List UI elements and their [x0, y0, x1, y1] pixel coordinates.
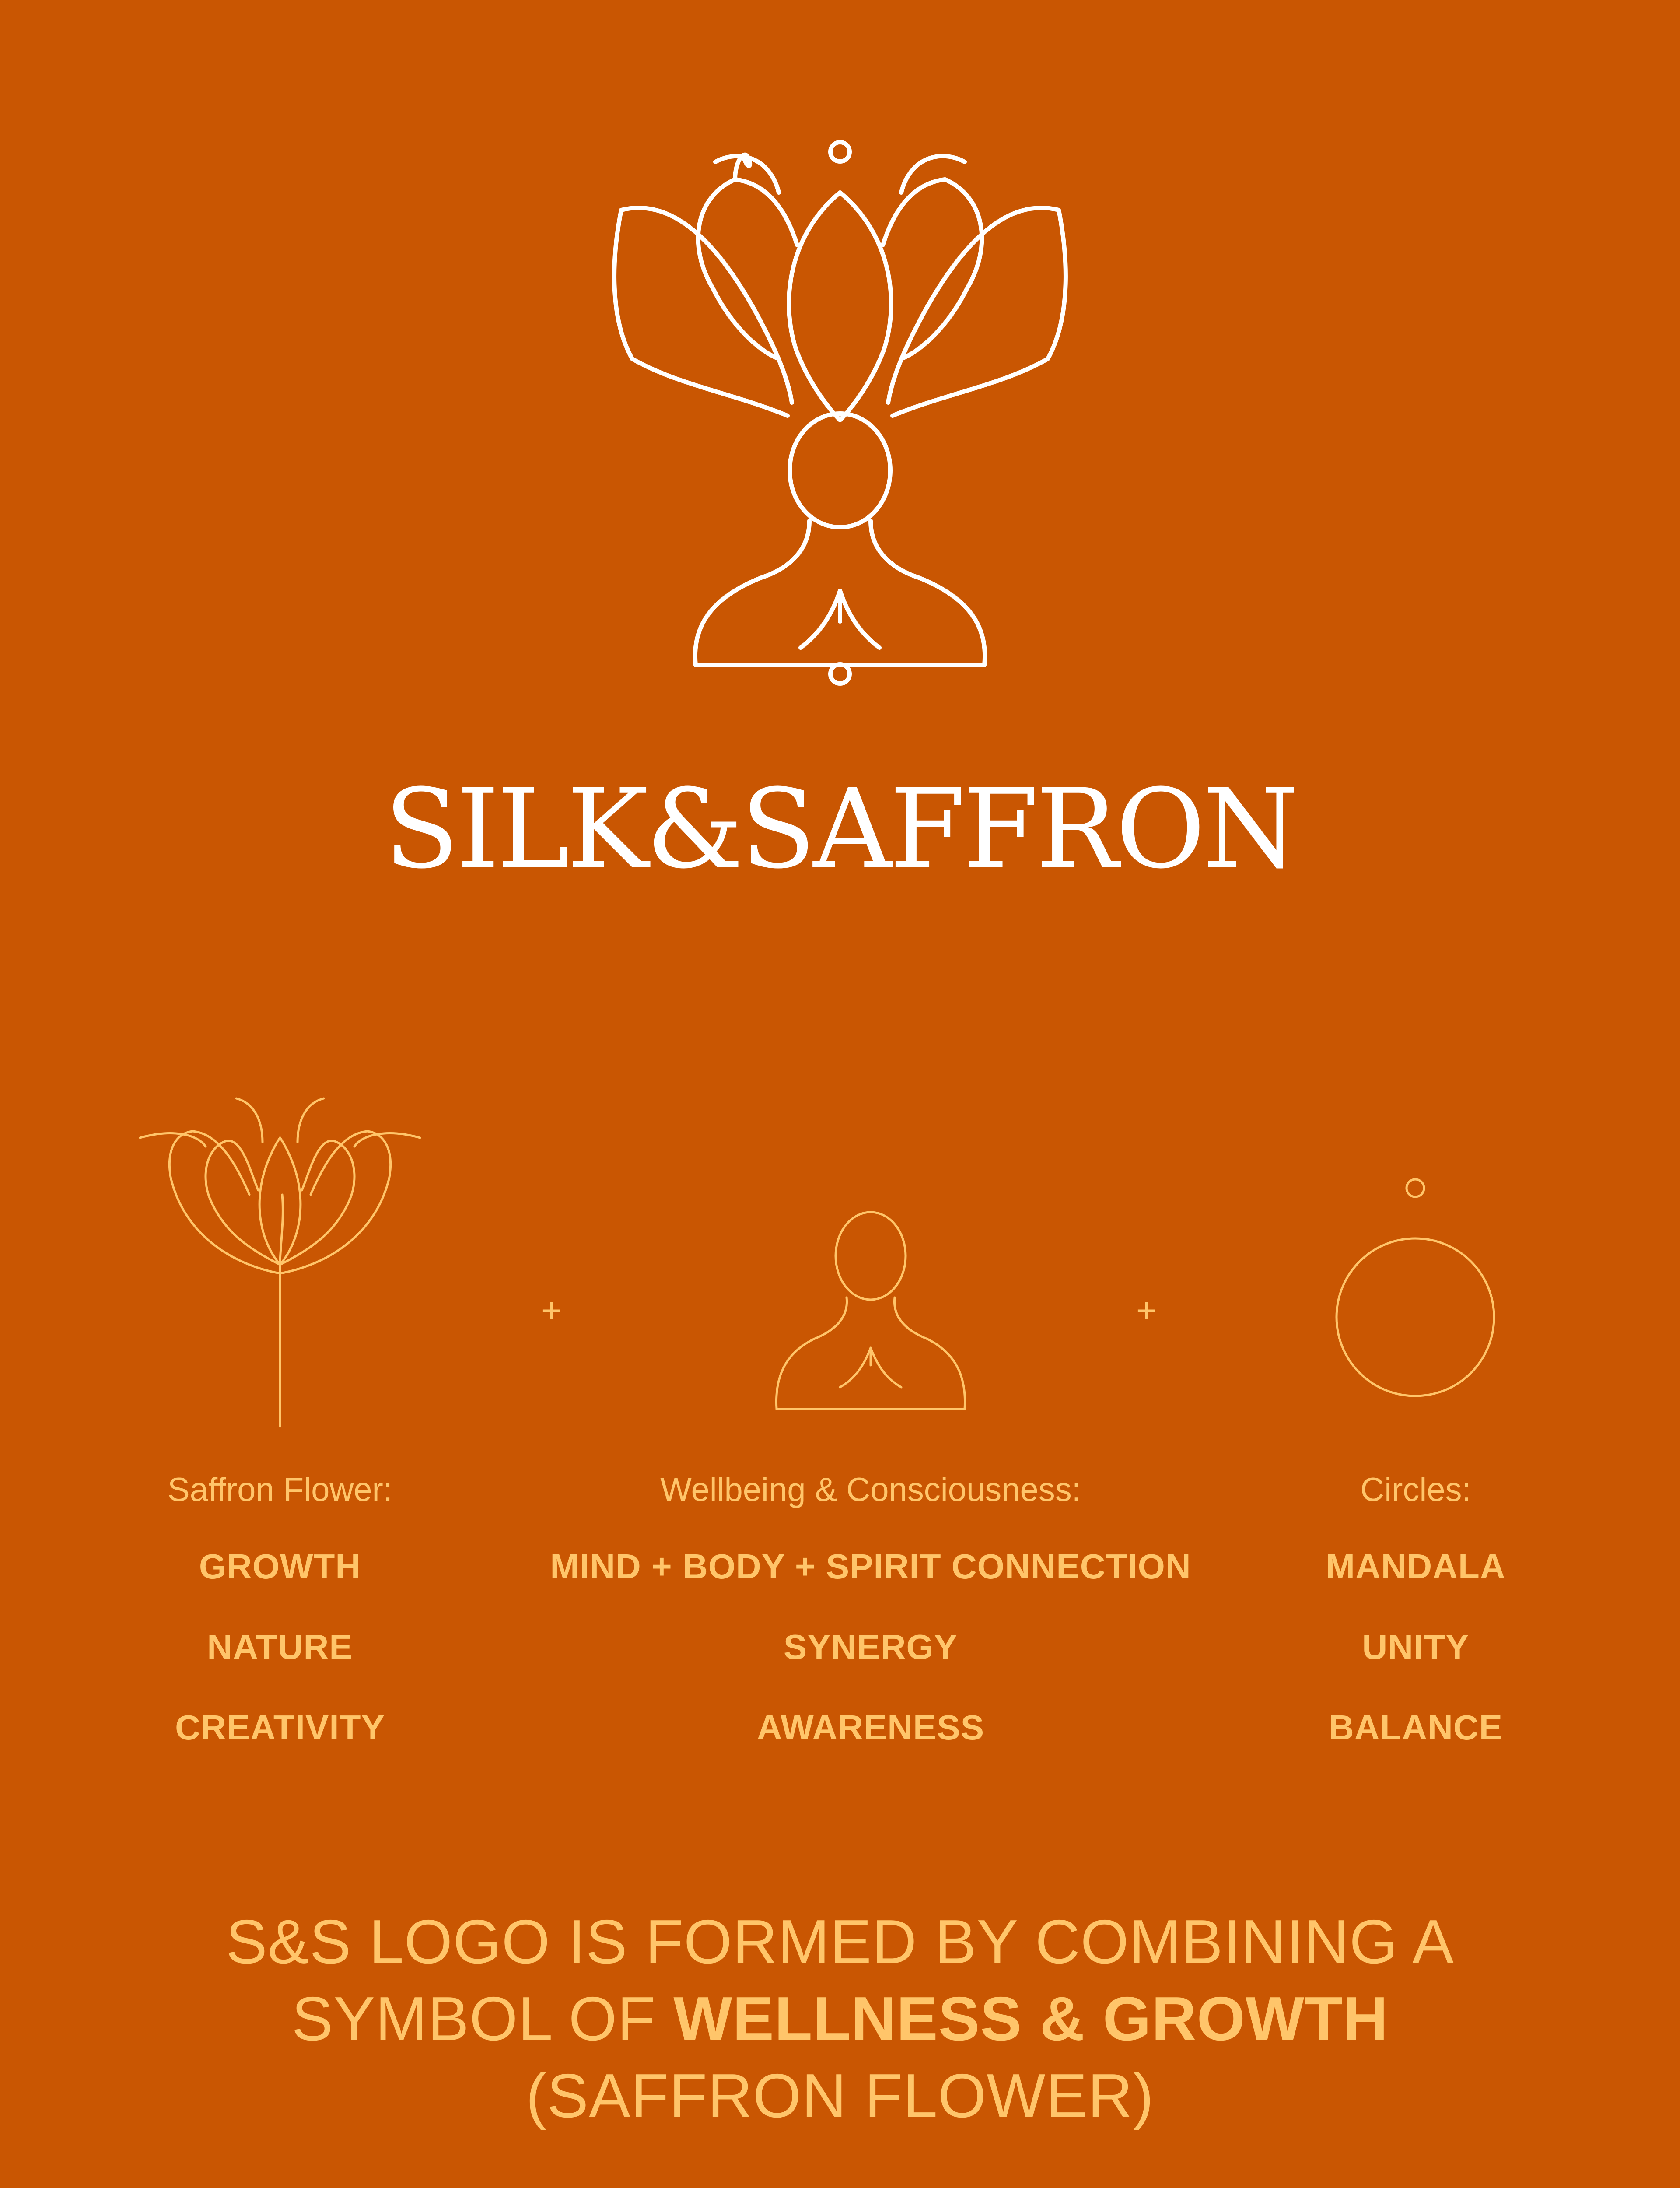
keyword: SYNERGY	[783, 1627, 958, 1666]
paragraph-text: SYMBOL OF	[291, 1984, 674, 2054]
description-paragraph-1	[0, 1904, 1680, 2135]
meditating-figure-icon	[766, 1208, 976, 1418]
silk-saffron-logo-icon	[604, 131, 1076, 700]
column-heading: Saffron Flower:	[168, 1471, 392, 1508]
keyword: BALANCE	[1328, 1708, 1503, 1747]
keyword: MIND + BODY + SPIRIT CONNECTION	[550, 1547, 1191, 1586]
keyword: NATURE	[207, 1627, 353, 1666]
circles-icon	[1330, 1173, 1505, 1409]
paragraph-line: (SAFFRON FLOWER)	[526, 2061, 1154, 2131]
keyword: CREATIVITY	[175, 1708, 385, 1747]
plus-symbol: +	[541, 1291, 562, 1330]
keyword: UNITY	[1362, 1627, 1470, 1666]
paragraph-line: S&S LOGO IS FORMED BY COMBINING A	[226, 1907, 1454, 1977]
column-heading: Circles:	[1360, 1471, 1471, 1508]
saffron-flower-icon	[136, 1090, 424, 1431]
wellbeing-column	[477, 1466, 1264, 1786]
brand-wordmark: SILK&SAFFRON	[384, 765, 1296, 893]
keyword: AWARENESS	[756, 1708, 985, 1747]
keyword: MANDALA	[1326, 1547, 1506, 1586]
keyword: GROWTH	[199, 1547, 361, 1586]
column-heading: Wellbeing & Consciousness:	[660, 1471, 1081, 1508]
plus-symbol: +	[1136, 1291, 1157, 1330]
saffron-flower-column	[105, 1466, 455, 1786]
paragraph-line	[0, 1981, 1680, 2058]
highlight-text: WELLNESS & GROWTH	[673, 1984, 1389, 2054]
circles-column	[1241, 1466, 1591, 1786]
